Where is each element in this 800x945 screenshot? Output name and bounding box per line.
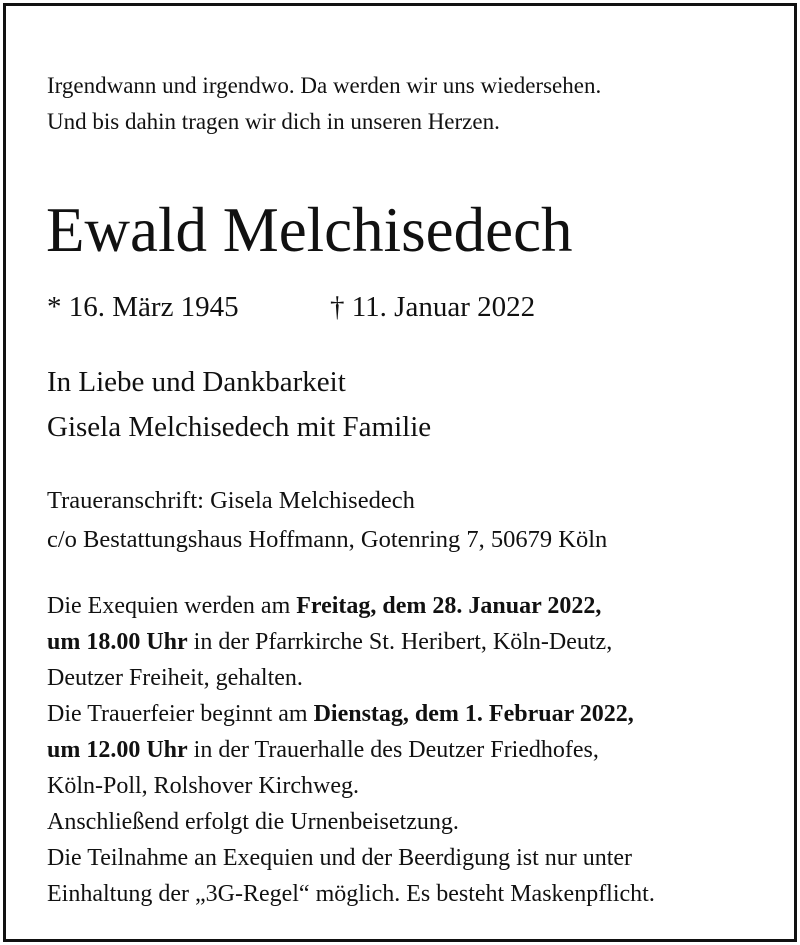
exequien-line-3: Deutzer Freiheit, gehalten. — [47, 665, 303, 691]
service-details — [47, 588, 655, 912]
exequien-time: um 18.00 Uhr — [47, 629, 188, 655]
deceased-name: Ewald Melchisedech — [46, 195, 573, 265]
mourners-signature — [47, 360, 431, 450]
exequien-location: in der Pfarrkirche St. Heribert, Köln-Deutz, — [187, 629, 613, 655]
trauerfeier-time: um 12.00 Uhr — [47, 737, 188, 763]
trauerfeier-prefix: Die Trauerfeier beginnt am — [47, 701, 314, 727]
mourners-line-2: Gisela Melchisedech mit Familie — [47, 411, 432, 443]
verse-line-2: Und bis dahin tragen wir dich in unseren Herzen. — [47, 109, 500, 134]
urn-burial-line: Anschließend erfolgt die Urnenbeisetzung. — [47, 809, 459, 835]
life-dates — [47, 289, 536, 325]
exequien-line-2 — [47, 624, 655, 660]
trauerfeier-line-1 — [47, 696, 655, 732]
rules-line-2: Einhaltung der „3G-Regel“ möglich. Es besteht Maskenpflicht. — [47, 881, 655, 907]
trauerfeier-line-2 — [47, 732, 655, 768]
birth-date: * 16. März 1945 — [47, 291, 239, 323]
mourners-line-1: In Liebe und Dankbarkeit — [47, 366, 346, 398]
exequien-line-1 — [47, 588, 655, 624]
verse-line-1: Irgendwann und irgendwo. Da werden wir uns wiedersehen. — [47, 73, 602, 98]
exequien-date: Freitag, dem 28. Januar 2022, — [296, 593, 602, 619]
rules-line-1: Die Teilnahme an Exequien und der Beerdigung ist nur unter — [47, 845, 633, 871]
exequien-prefix: Die Exequien werden am — [47, 593, 297, 619]
death-date: † 11. Januar 2022 — [330, 291, 536, 323]
trauerfeier-line-3: Köln-Poll, Rolshover Kirchweg. — [47, 773, 359, 799]
trauerfeier-date: Dienstag, dem 1. Februar 2022, — [313, 701, 634, 727]
address-line-2: c/o Bestattungshaus Hoffmann, Gotenring 7, 50679 Köln — [47, 526, 608, 553]
obituary-notice — [3, 3, 797, 942]
memorial-verse — [47, 68, 601, 140]
trauerfeier-location: in der Trauerhalle des Deutzer Friedhofes, — [187, 737, 599, 763]
address-line-1: Traueranschrift: Gisela Melchisedech — [47, 487, 415, 514]
mourning-address — [47, 481, 607, 559]
